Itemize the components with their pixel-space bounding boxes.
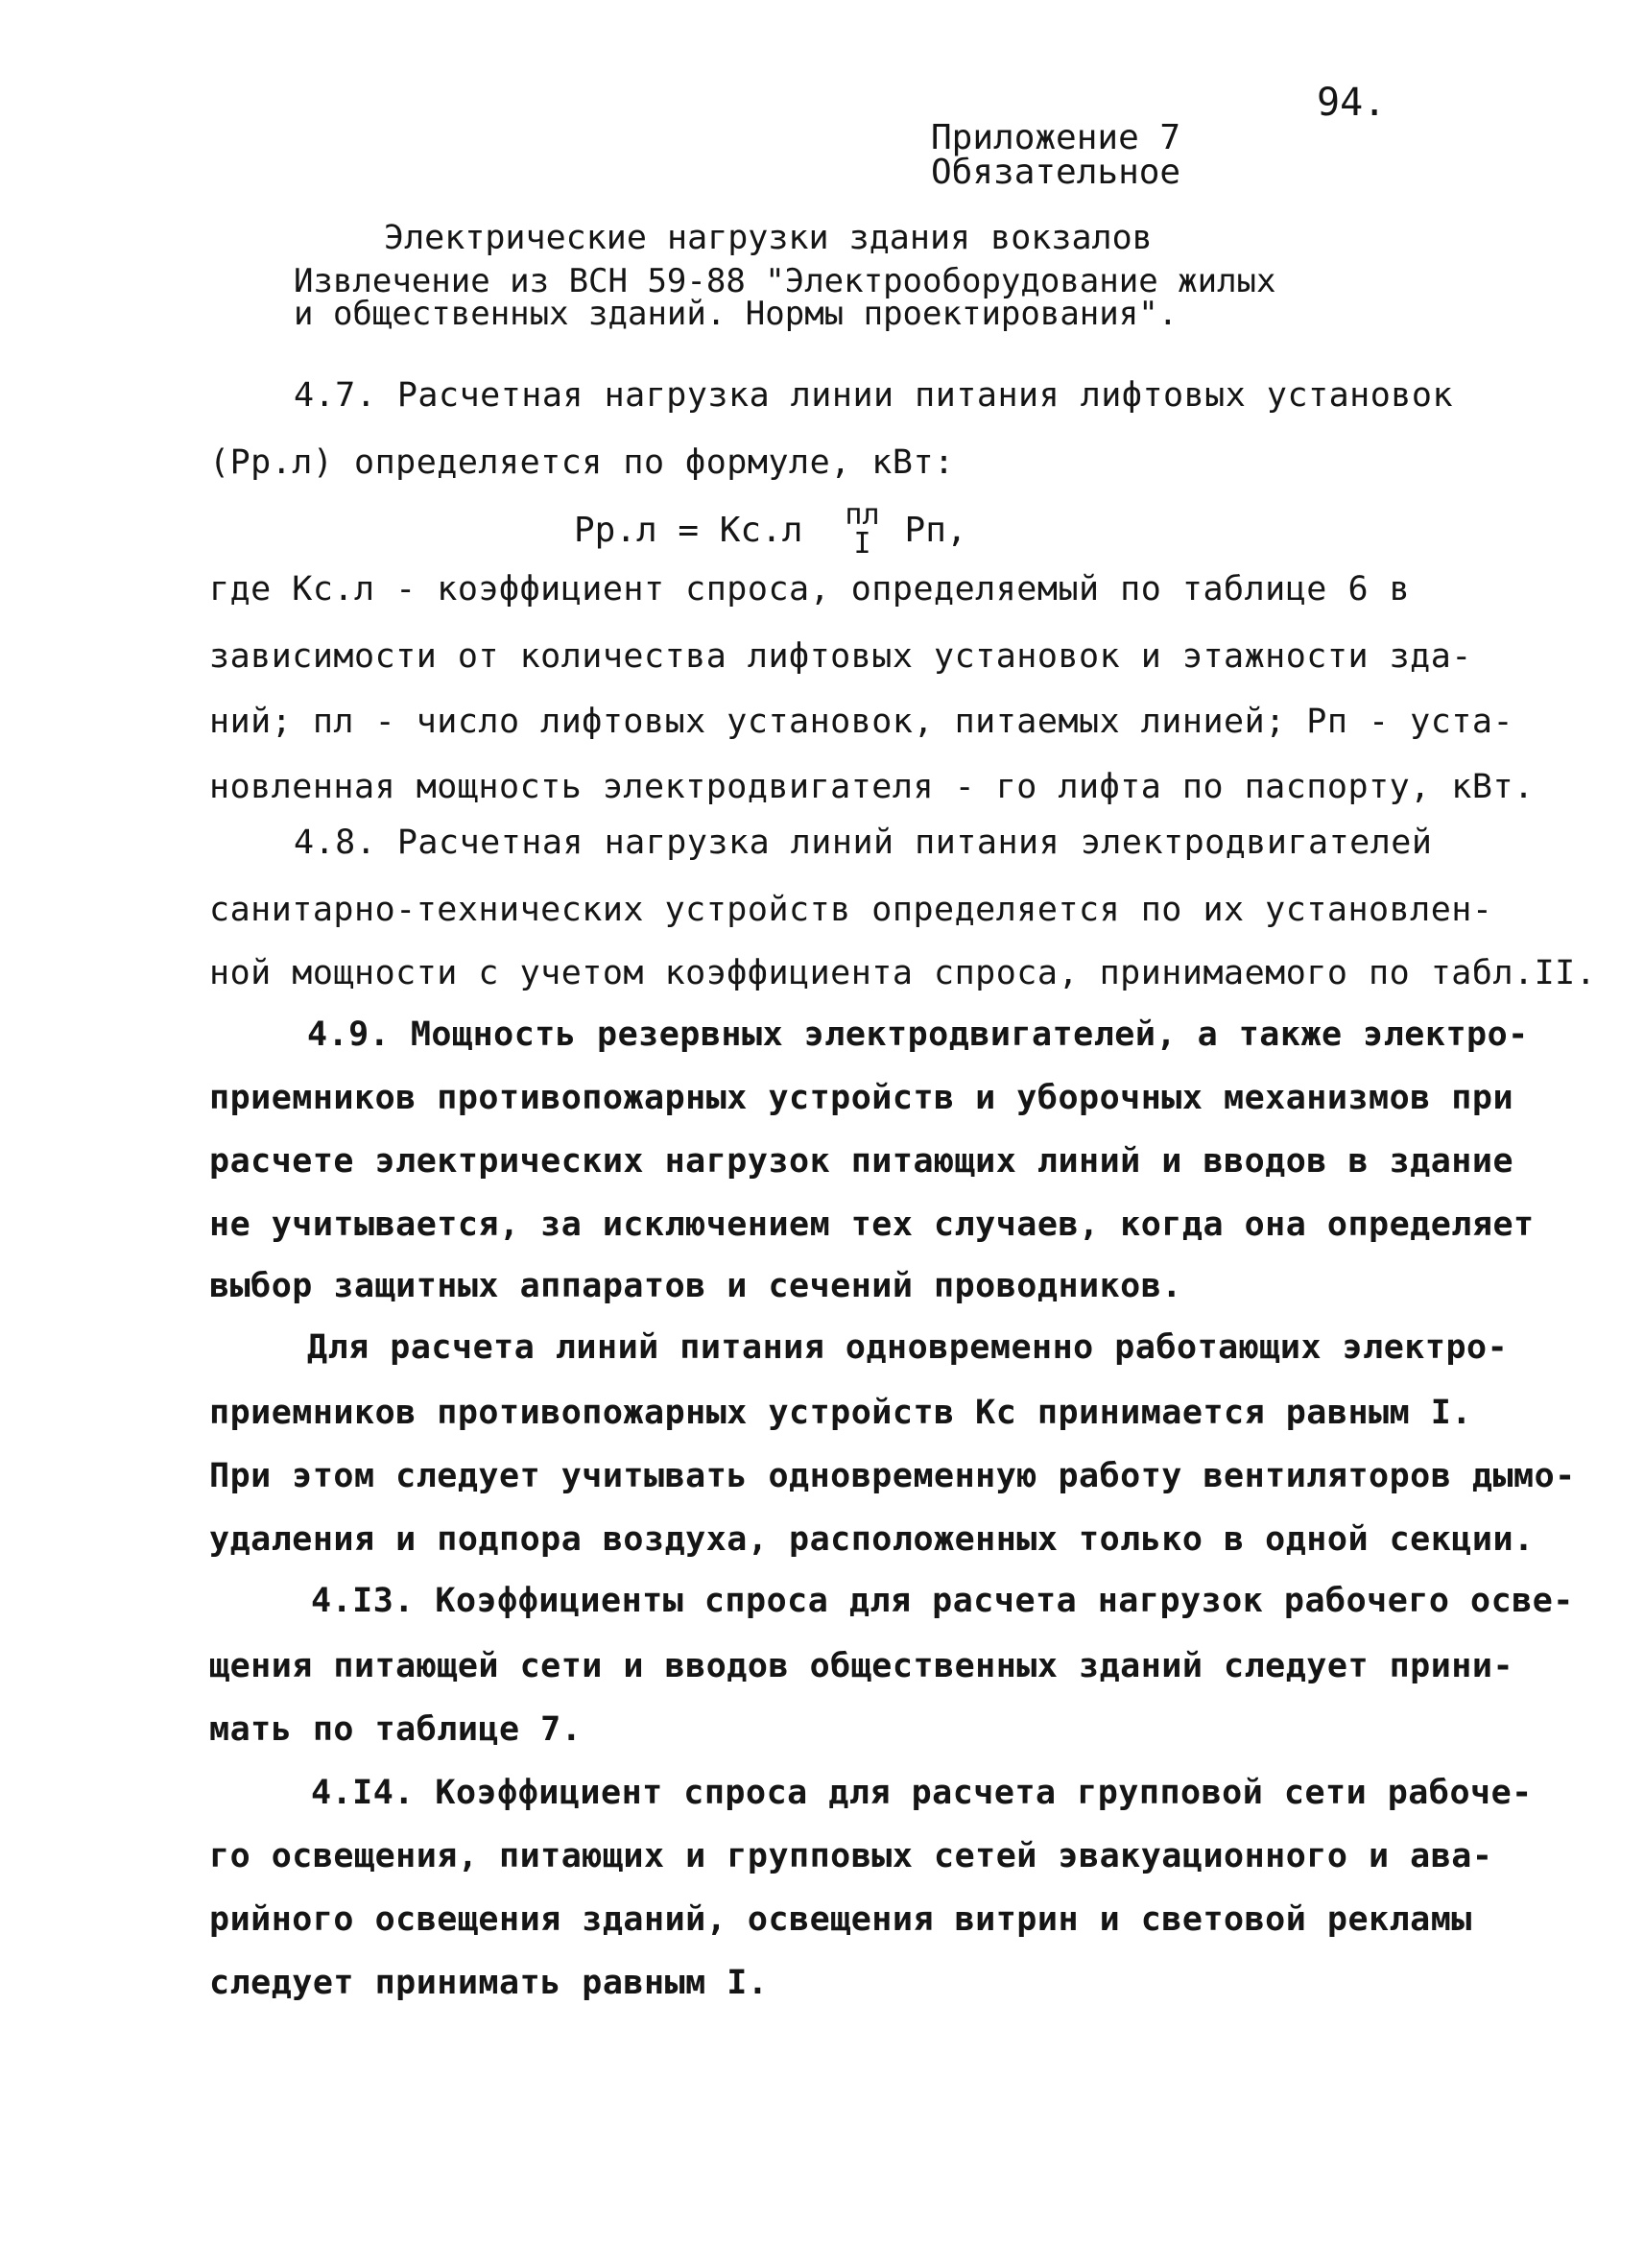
section-4-9-line-3: расчете электрических нагрузок питающих линий и вводов в здание — [209, 1142, 1514, 1181]
section-4-7-line-1: 4.7. Расчетная нагрузка линии питания лифтовых установок — [294, 376, 1454, 415]
fire-paragraph-line-1: Для расчета линий питания одновременно работающих электро- — [307, 1328, 1509, 1367]
annex-label: Приложение 7 — [931, 118, 1181, 157]
formula-rhs: Рп, — [904, 510, 967, 550]
section-4-7-line-2: (Рр.л) определяется по формуле, кВт: — [209, 443, 955, 482]
section-4-7-line-4: зависимости от количества лифтовых установок и этажности зда- — [209, 637, 1472, 676]
section-4-14-line-2: го освещения, питающих и групповых сетей эвакуационного и ава- — [209, 1837, 1493, 1875]
section-4-9-line-2: приемников противопожарных устройств и уборочных механизмов при — [209, 1079, 1514, 1117]
section-4-13-line-3: мать по таблице 7. — [209, 1710, 583, 1749]
annex-header — [931, 118, 1181, 192]
document-title: Электрические нагрузки здания вокзалов — [384, 219, 1153, 257]
fire-paragraph-line-4: удаления и подпора воздуха, расположенных только в одной секции. — [209, 1520, 1535, 1559]
section-4-7-line-3: где Кс.л - коэффициент спроса, определяемый по таблице 6 в — [209, 570, 1411, 609]
formula-lhs: Рр.л = Кс.л — [574, 510, 803, 550]
lift-load-formula — [574, 498, 967, 561]
section-4-7-line-5: ний; пл - число лифтовых установок, питаемых линией; Рп - уста- — [209, 703, 1514, 741]
section-4-8-line-2: санитарно-технических устройств определяется по их установлен- — [209, 891, 1493, 929]
section-4-14-line-3: рийного освещения зданий, освещения витрин и световой рекламы — [209, 1900, 1472, 1939]
formula-sum-bottom: I — [853, 527, 871, 561]
section-4-8-line-1: 4.8. Расчетная нагрузка линий питания электродвигателей — [294, 824, 1433, 862]
formula-sum-operator — [845, 498, 880, 561]
page-number: 94. — [1317, 81, 1387, 125]
section-4-9-line-5: выбор защитных аппаратов и сечений проводников. — [209, 1267, 1182, 1305]
fire-paragraph-line-3: При этом следует учитывать одновременную работу вентиляторов дымо- — [209, 1457, 1576, 1495]
section-4-9-line-1: 4.9. Мощность резервных электродвигателей, а также электро- — [307, 1015, 1529, 1054]
section-4-7-line-6: новленная мощность электродвигателя - го лифта по паспорту, кВт. — [209, 768, 1535, 806]
section-4-13-line-2: щения питающей сети и вводов общественных зданий следует прини- — [209, 1647, 1514, 1685]
section-4-9-line-4: не учитывается, за исключением тех случаев, когда она определяет — [209, 1206, 1535, 1244]
source-line-1: Извлечение из ВСН 59-88 "Электрооборудование жилых — [294, 262, 1276, 300]
section-4-8-line-3: ной мощности с учетом коэффициента спроса, принимаемого по табл.II. — [209, 954, 1597, 992]
section-4-14-line-1: 4.I4. Коэффициент спроса для расчета групповой сети рабоче- — [311, 1774, 1533, 1812]
annex-status: Обязательное — [931, 153, 1181, 192]
section-4-14-line-4: следует принимать равным I. — [209, 1964, 769, 2002]
document-source — [294, 262, 1276, 333]
source-line-2: и общественных зданий. Нормы проектирования". — [294, 295, 1179, 333]
formula-sum-top: пл — [845, 498, 880, 532]
section-4-13-line-1: 4.I3. Коэффициенты спроса для расчета нагрузок рабочего осве- — [311, 1582, 1574, 1620]
fire-paragraph-line-2: приемников противопожарных устройств Кс принимается равным I. — [209, 1394, 1472, 1432]
